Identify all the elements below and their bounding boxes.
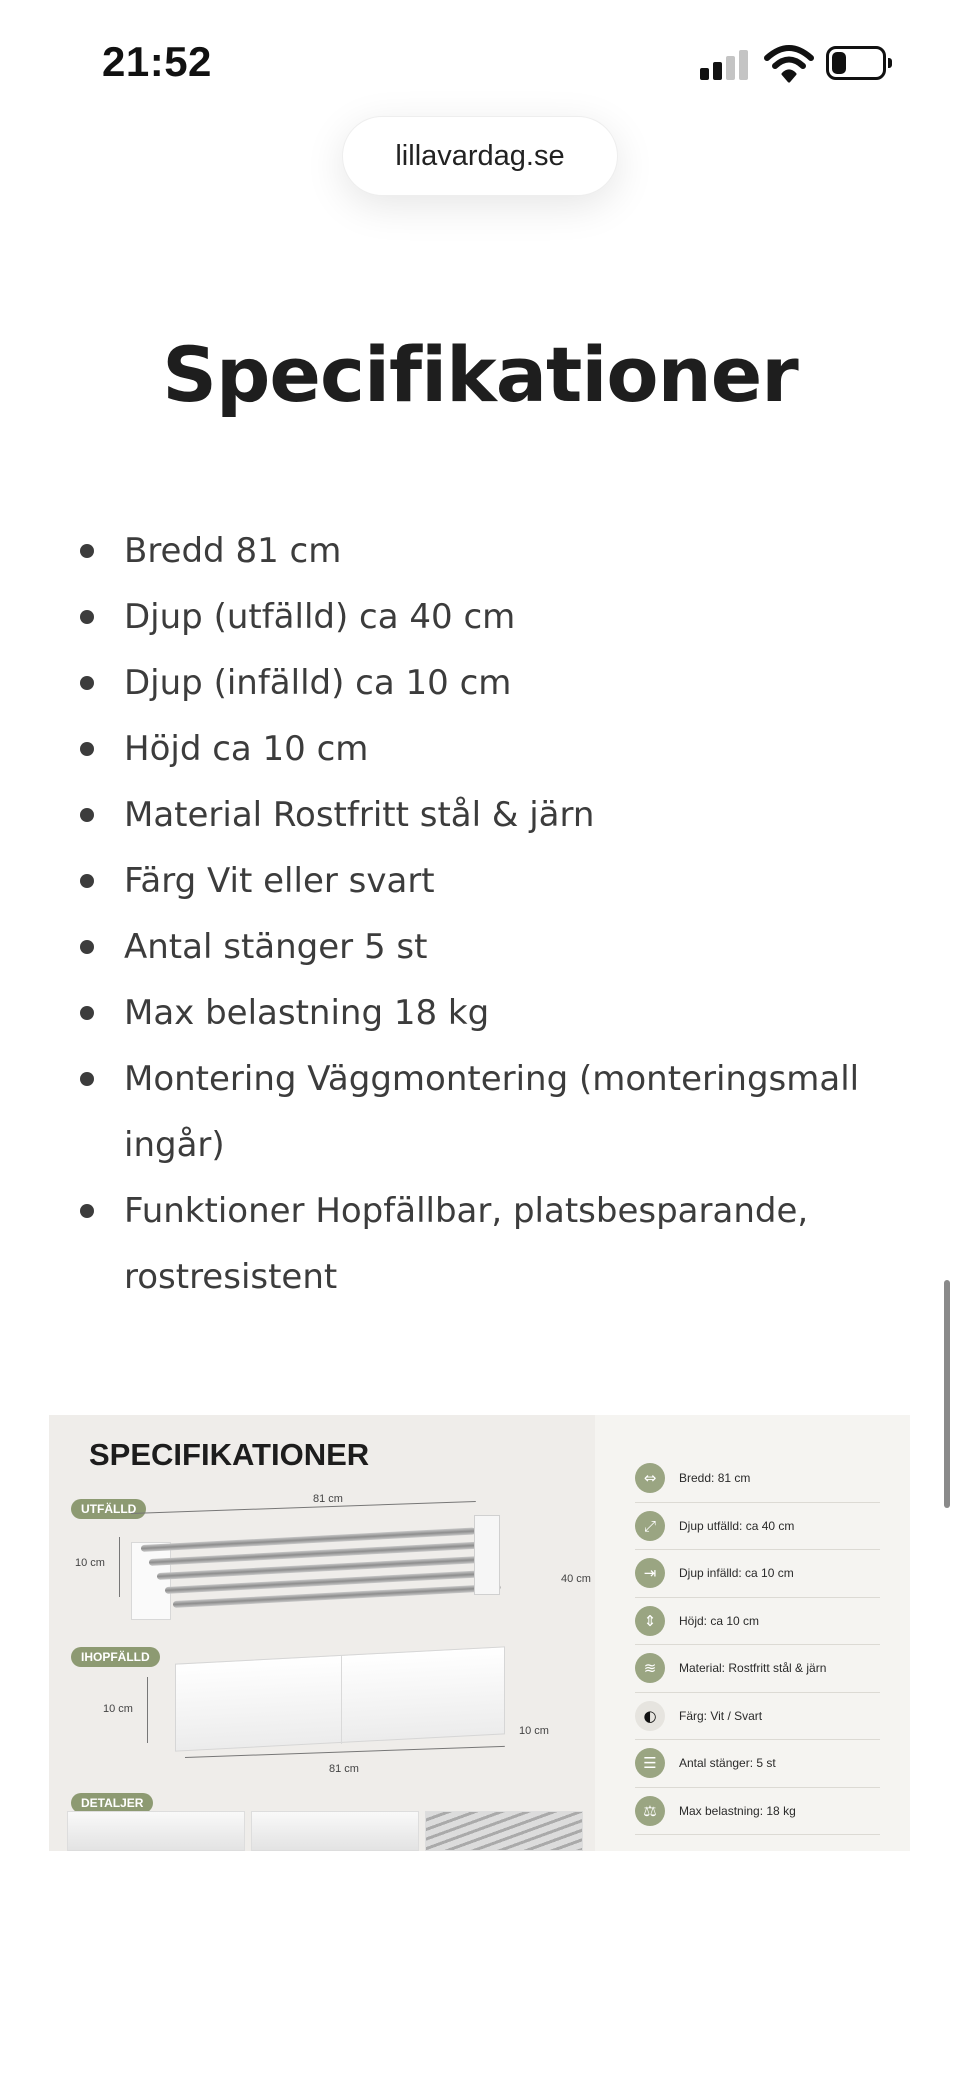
spec-item-depth-unfolded: Djup (utfälld) ca 40 cm	[80, 584, 900, 650]
spec-item-max-load: Max belastning 18 kg	[80, 980, 900, 1046]
page-title: Specifikationer	[162, 330, 798, 419]
spec-row-material: ≋ Material: Rostfritt stål & järn	[635, 1645, 880, 1693]
spec-item-material: Material Rostfritt stål & järn	[80, 782, 900, 848]
wifi-icon	[764, 44, 814, 84]
status-time: 21:52	[102, 38, 212, 85]
unfolded-depth-label: 40 cm	[561, 1573, 591, 1585]
folded-tag: IHOPFÄLLD	[71, 1647, 160, 1667]
spec-item-color: Färg Vit eller svart	[80, 848, 900, 914]
spec-row-depth-unfolded: ⤢ Djup utfälld: ca 40 cm	[635, 1503, 880, 1551]
cellular-signal-icon	[700, 48, 750, 80]
folded-depth-label: 10 cm	[519, 1725, 549, 1737]
spec-row-height: ⇕ Höjd: ca 10 cm	[635, 1598, 880, 1646]
detail-thumbnail	[67, 1811, 245, 1851]
height-arrows-icon: ⇕	[635, 1606, 665, 1636]
details-tag: DETALJER	[71, 1793, 153, 1813]
spec-item-width: Bredd 81 cm	[80, 518, 900, 584]
unfolded-width-line	[131, 1501, 476, 1514]
spec-item-depth-folded: Djup (infälld) ca 10 cm	[80, 650, 900, 716]
unfolded-height-label: 10 cm	[75, 1557, 105, 1569]
detail-thumbnail	[251, 1811, 419, 1851]
address-bar[interactable]	[342, 116, 618, 196]
folded-rack	[175, 1646, 505, 1751]
status-bar	[0, 0, 960, 120]
product-image-title: SPECIFIKATIONER	[89, 1437, 370, 1472]
color-toggle-icon: ◐	[635, 1701, 665, 1731]
product-diagram-panel	[49, 1415, 595, 1851]
detail-thumbnail	[425, 1811, 583, 1851]
product-spec-image	[49, 1415, 910, 1851]
unfolded-width-label: 81 cm	[313, 1493, 343, 1505]
weight-icon: ⚖	[635, 1796, 665, 1826]
spec-row-rods: ☰ Antal stänger: 5 st	[635, 1740, 880, 1788]
width-arrows-icon: ⇔	[635, 1463, 665, 1493]
spec-item-rods: Antal stänger 5 st	[80, 914, 900, 980]
rack-end-cap	[474, 1515, 500, 1595]
spec-row-max-load: ⚖ Max belastning: 18 kg	[635, 1788, 880, 1836]
url-text: lillavardag.se	[395, 139, 565, 172]
scrollbar-thumb[interactable]	[944, 1280, 950, 1508]
folded-width-label: 81 cm	[329, 1763, 359, 1775]
unfolded-height-line	[119, 1537, 120, 1597]
spec-row-width: ⇔ Bredd: 81 cm	[635, 1455, 880, 1503]
product-spec-panel	[595, 1415, 910, 1851]
list-icon: ☰	[635, 1748, 665, 1778]
spec-item-height: Höjd ca 10 cm	[80, 716, 900, 782]
folded-height-label: 10 cm	[103, 1703, 133, 1715]
collapse-icon: ⇥	[635, 1558, 665, 1588]
battery-icon	[826, 46, 892, 80]
rack-wall-bracket	[131, 1542, 171, 1620]
spec-row-color: ◐ Färg: Vit / Svart	[635, 1693, 880, 1741]
spec-item-functions: Funktioner Hopfällbar, platsbesparande, rostresistent	[80, 1178, 900, 1310]
folded-height-line	[147, 1677, 148, 1743]
layers-icon: ≋	[635, 1653, 665, 1683]
spec-row-depth-folded: ⇥ Djup infälld: ca 10 cm	[635, 1550, 880, 1598]
expand-icon: ⤢	[635, 1511, 665, 1541]
spec-item-mounting: Montering Väggmontering (monteringsmall ingår)	[80, 1046, 900, 1178]
unfolded-tag: UTFÄLLD	[71, 1499, 146, 1519]
spec-list	[80, 518, 900, 1310]
